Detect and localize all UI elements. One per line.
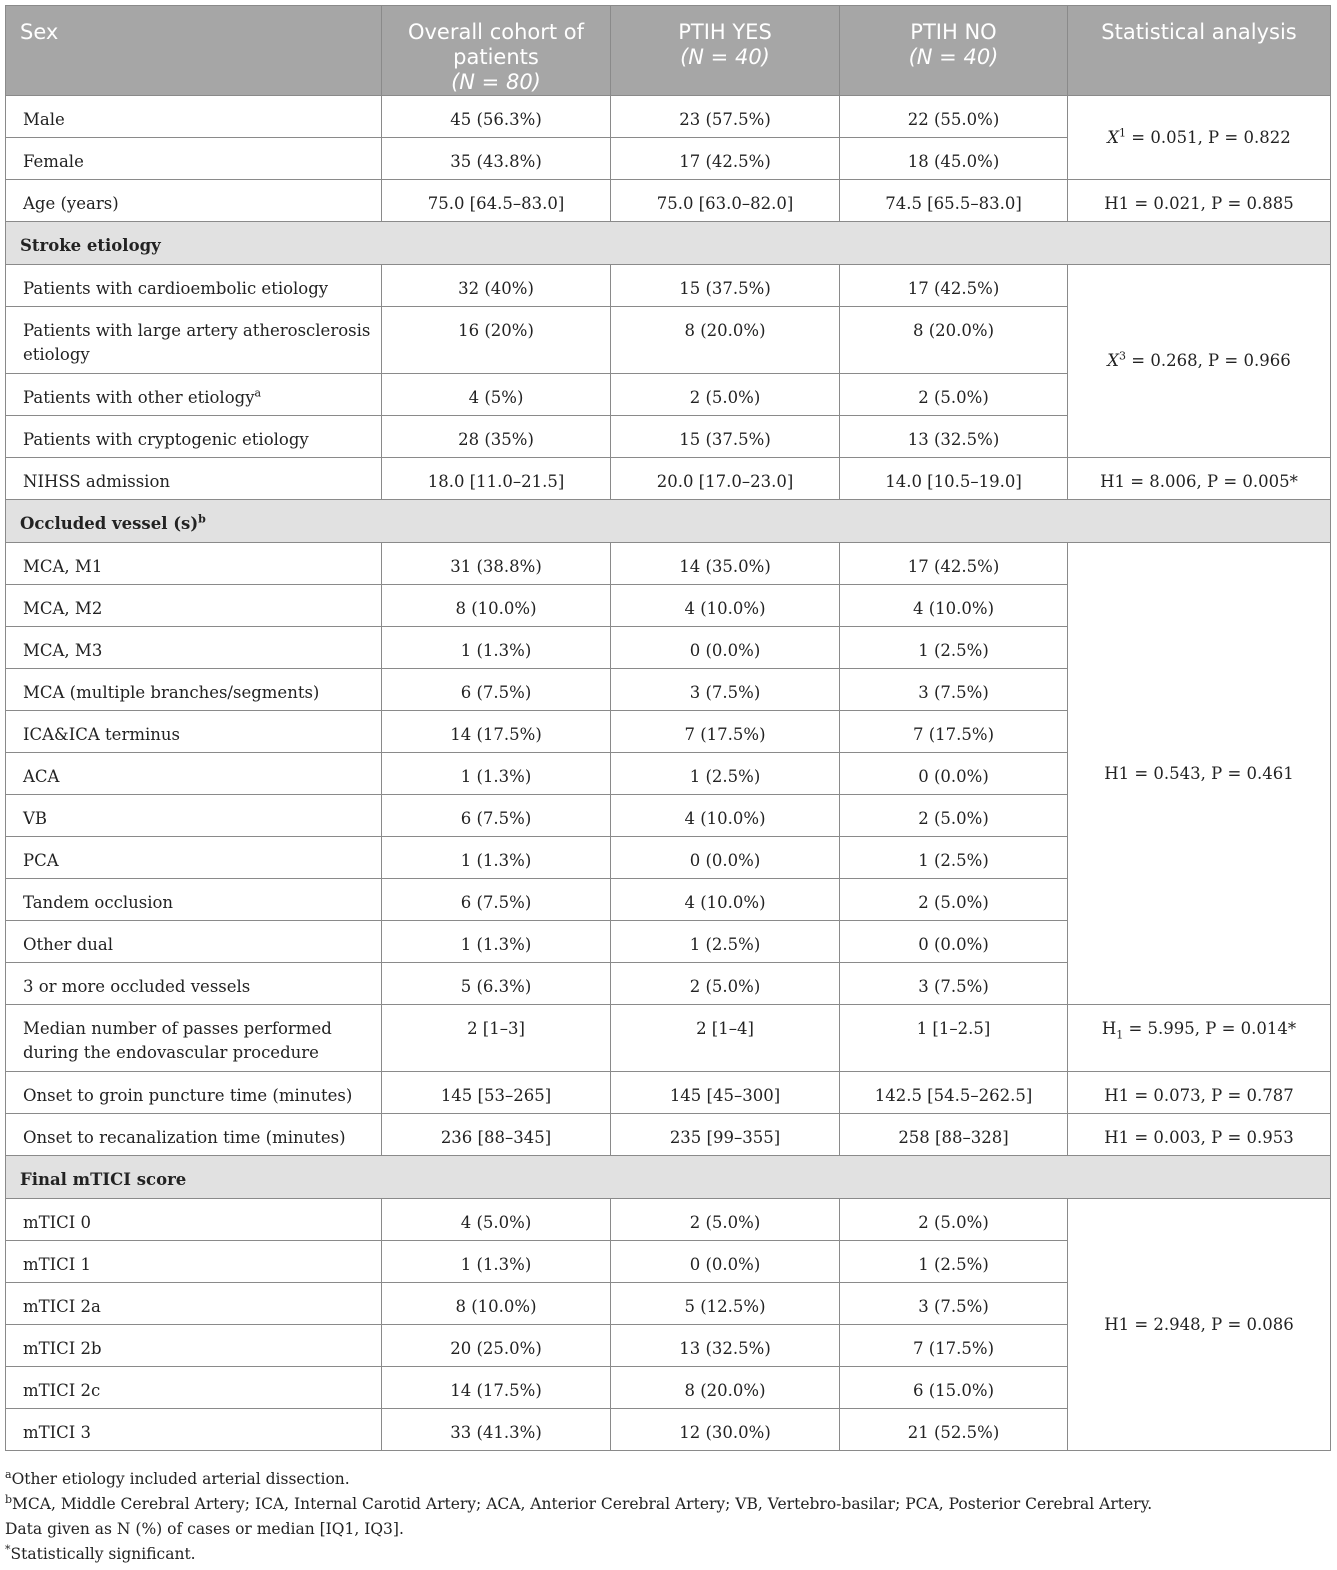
yes-value: 0 (0.0%) (611, 1241, 840, 1283)
passes-statistic (1068, 1005, 1331, 1072)
overall-value: 236 [88–345] (382, 1114, 611, 1156)
table-row (6, 1114, 1331, 1156)
no-value: 2 (5.0%) (840, 1199, 1068, 1241)
row-label: Onset to recanalization time (minutes) (6, 1114, 382, 1156)
no-value: 17 (42.5%) (840, 265, 1068, 307)
table-row (6, 1199, 1331, 1241)
row-label: ACA (6, 753, 382, 795)
no-value: 2 (5.0%) (840, 374, 1068, 416)
yes-value: 14 (35.0%) (611, 543, 840, 585)
section-header-row (6, 500, 1331, 543)
no-value: 22 (55.0%) (840, 96, 1068, 138)
footnote (5, 1517, 1330, 1542)
header-statistical-analysis: Statistical analysis (1068, 6, 1331, 96)
stat-symbol: X (1107, 351, 1120, 370)
section-title-mtici: Final mTICI score (6, 1156, 1331, 1199)
overall-value: 1 (1.3%) (382, 627, 611, 669)
row-label: Age (years) (6, 180, 382, 222)
yes-value: 17 (42.5%) (611, 138, 840, 180)
row-label: mTICI 2c (6, 1367, 382, 1409)
overall-value: 8 (10.0%) (382, 585, 611, 627)
overall-value: 32 (40%) (382, 265, 611, 307)
row-label: 3 or more occluded vessels (6, 963, 382, 1005)
stat-value: = 0.268, P = 0.966 (1126, 351, 1291, 370)
age-statistic: H1 = 0.021, P = 0.885 (1068, 180, 1331, 222)
no-value: 7 (17.5%) (840, 711, 1068, 753)
recan-statistic: H1 = 0.003, P = 0.953 (1068, 1114, 1331, 1156)
yes-value: 7 (17.5%) (611, 711, 840, 753)
header-ptih-no (840, 6, 1068, 96)
row-label: MCA, M2 (6, 585, 382, 627)
no-value: 0 (0.0%) (840, 753, 1068, 795)
footnote-text: Other etiology included arterial dissection. (11, 1470, 350, 1488)
patient-characteristics-table (5, 5, 1331, 1451)
no-value: 17 (42.5%) (840, 543, 1068, 585)
row-label: Patients with other etiology (23, 388, 255, 407)
no-value: 1 (2.5%) (840, 837, 1068, 879)
yes-value: 75.0 [63.0–82.0] (611, 180, 840, 222)
overall-value: 5 (6.3%) (382, 963, 611, 1005)
no-value: 3 (7.5%) (840, 669, 1068, 711)
header-overall-n: (N = 80) (451, 70, 541, 94)
sex-statistic (1068, 96, 1331, 180)
yes-value: 4 (10.0%) (611, 585, 840, 627)
row-label: MCA, M3 (6, 627, 382, 669)
no-value: 8 (20.0%) (840, 307, 1068, 374)
no-value: 7 (17.5%) (840, 1325, 1068, 1367)
yes-value: 2 (5.0%) (611, 963, 840, 1005)
stat-value: = 0.051, P = 0.822 (1126, 127, 1291, 147)
no-value: 1 (2.5%) (840, 627, 1068, 669)
no-value: 18 (45.0%) (840, 138, 1068, 180)
footnote (5, 1542, 1330, 1567)
no-value: 6 (15.0%) (840, 1367, 1068, 1409)
no-value: 142.5 [54.5–262.5] (840, 1072, 1068, 1114)
row-label: PCA (6, 837, 382, 879)
no-value: 14.0 [10.5–19.0] (840, 458, 1068, 500)
row-label: MCA, M1 (6, 543, 382, 585)
yes-value: 2 (5.0%) (611, 1199, 840, 1241)
yes-value: 0 (0.0%) (611, 837, 840, 879)
overall-value: 75.0 [64.5–83.0] (382, 180, 611, 222)
no-value: 13 (32.5%) (840, 416, 1068, 458)
header-yes-label: PTIH YES (678, 20, 772, 44)
footnote-marker: a (254, 386, 262, 400)
yes-value: 2 (5.0%) (611, 374, 840, 416)
yes-value: 13 (32.5%) (611, 1325, 840, 1367)
yes-value: 5 (12.5%) (611, 1283, 840, 1325)
footnote (5, 1467, 1330, 1492)
yes-value: 4 (10.0%) (611, 879, 840, 921)
row-label: Female (6, 138, 382, 180)
row-label: VB (6, 795, 382, 837)
row-label: ICA&ICA terminus (6, 711, 382, 753)
overall-value: 18.0 [11.0–21.5] (382, 458, 611, 500)
row-label: Patients with cryptogenic etiology (6, 416, 382, 458)
section-header-row (6, 222, 1331, 265)
header-overall-label: Overall cohort of patients (407, 20, 585, 69)
etiology-statistic (1068, 265, 1331, 458)
nihss-statistic: H1 = 8.006, P = 0.005* (1068, 458, 1331, 500)
yes-value: 2 [1–4] (611, 1005, 840, 1072)
yes-value: 23 (57.5%) (611, 96, 840, 138)
row-label: Male (6, 96, 382, 138)
yes-value: 8 (20.0%) (611, 1367, 840, 1409)
table-row (6, 180, 1331, 222)
row-label: mTICI 1 (6, 1241, 382, 1283)
header-ptih-yes (611, 6, 840, 96)
overall-value: 2 [1–3] (382, 1005, 611, 1072)
yes-value: 1 (2.5%) (611, 753, 840, 795)
yes-value: 4 (10.0%) (611, 795, 840, 837)
stat-symbol: H (1101, 1019, 1117, 1038)
header-yes-n: (N = 40) (680, 45, 770, 69)
footnote-marker: b (198, 512, 206, 526)
header-no-label: PTIH NO (910, 20, 997, 44)
no-value: 4 (10.0%) (840, 585, 1068, 627)
no-value: 74.5 [65.5–83.0] (840, 180, 1068, 222)
overall-value: 8 (10.0%) (382, 1283, 611, 1325)
yes-value: 15 (37.5%) (611, 265, 840, 307)
section-title-text: Occluded vessel (s) (20, 514, 199, 533)
footnote (5, 1492, 1330, 1517)
overall-value: 6 (7.5%) (382, 669, 611, 711)
overall-value: 6 (7.5%) (382, 879, 611, 921)
vessels-statistic: H1 = 0.543, P = 0.461 (1068, 543, 1331, 1005)
no-value: 3 (7.5%) (840, 1283, 1068, 1325)
table-row (6, 1072, 1331, 1114)
overall-value: 14 (17.5%) (382, 711, 611, 753)
overall-value: 1 (1.3%) (382, 1241, 611, 1283)
table-row (6, 458, 1331, 500)
overall-value: 33 (41.3%) (382, 1409, 611, 1451)
row-label: mTICI 2a (6, 1283, 382, 1325)
overall-value: 16 (20%) (382, 307, 611, 374)
stat-subscript: 1 (1116, 1028, 1124, 1042)
row-label: Patients with large artery atherosclerosis etiology (6, 307, 382, 374)
footnote-text: Data given as N (%) of cases or median [IQ1, IQ3]. (5, 1520, 404, 1538)
overall-value: 4 (5.0%) (382, 1199, 611, 1241)
no-value: 1 [1–2.5] (840, 1005, 1068, 1072)
table-header (6, 6, 1331, 96)
footnote-text: MCA, Middle Cerebral Artery; ICA, Internal Carotid Artery; ACA, Anterior Cerebral Artery; VB, Vertebro-basilar; PCA, Posterior Cerebral Artery. (12, 1495, 1153, 1513)
yes-value: 1 (2.5%) (611, 921, 840, 963)
overall-value: 35 (43.8%) (382, 138, 611, 180)
table-row (6, 265, 1331, 307)
overall-value: 31 (38.8%) (382, 543, 611, 585)
section-title-etiology: Stroke etiology (6, 222, 1331, 265)
table-row (6, 543, 1331, 585)
mtici-statistic: H1 = 2.948, P = 0.086 (1068, 1199, 1331, 1451)
table-body (6, 96, 1331, 1451)
footnote-marker: b (5, 1492, 13, 1506)
no-value: 0 (0.0%) (840, 921, 1068, 963)
overall-value: 1 (1.3%) (382, 921, 611, 963)
no-value: 2 (5.0%) (840, 795, 1068, 837)
overall-value: 145 [53–265] (382, 1072, 611, 1114)
overall-value: 4 (5%) (382, 374, 611, 416)
yes-value: 0 (0.0%) (611, 627, 840, 669)
yes-value: 20.0 [17.0–23.0] (611, 458, 840, 500)
yes-value: 15 (37.5%) (611, 416, 840, 458)
stat-symbol: X (1107, 127, 1120, 147)
row-label-with-footnote (6, 374, 382, 416)
yes-value: 235 [99–355] (611, 1114, 840, 1156)
yes-value: 145 [45–300] (611, 1072, 840, 1114)
row-label: Patients with cardioembolic etiology (6, 265, 382, 307)
header-sex: Sex (6, 6, 382, 96)
yes-value: 8 (20.0%) (611, 307, 840, 374)
table-row (6, 96, 1331, 138)
footnote-marker: a (5, 1467, 12, 1481)
row-label: mTICI 3 (6, 1409, 382, 1451)
header-row (6, 6, 1331, 96)
no-value: 1 (2.5%) (840, 1241, 1068, 1283)
row-label: Median number of passes performed during the endovascular procedure (6, 1005, 382, 1072)
row-label: NIHSS admission (6, 458, 382, 500)
row-label: Tandem occlusion (6, 879, 382, 921)
header-overall (382, 6, 611, 96)
no-value: 21 (52.5%) (840, 1409, 1068, 1451)
overall-value: 28 (35%) (382, 416, 611, 458)
row-label: Onset to groin puncture time (minutes) (6, 1072, 382, 1114)
table-row (6, 1005, 1331, 1072)
header-no-n: (N = 40) (908, 45, 999, 69)
no-value: 2 (5.0%) (840, 879, 1068, 921)
no-value: 3 (7.5%) (840, 963, 1068, 1005)
overall-value: 6 (7.5%) (382, 795, 611, 837)
no-value: 258 [88–328] (840, 1114, 1068, 1156)
yes-value: 3 (7.5%) (611, 669, 840, 711)
stat-superscript: 1 (1119, 126, 1127, 139)
footnote-marker: * (5, 1542, 11, 1556)
stat-superscript: 3 (1119, 349, 1127, 363)
row-label: mTICI 2b (6, 1325, 382, 1367)
section-title-vessels (6, 500, 1331, 543)
row-label: mTICI 0 (6, 1199, 382, 1241)
table-footnotes (5, 1467, 1330, 1567)
overall-value: 1 (1.3%) (382, 837, 611, 879)
yes-value: 12 (30.0%) (611, 1409, 840, 1451)
row-label: MCA (multiple branches/segments) (6, 669, 382, 711)
stat-value: = 5.995, P = 0.014* (1123, 1019, 1297, 1038)
row-label: Other dual (6, 921, 382, 963)
section-header-row (6, 1156, 1331, 1199)
overall-value: 45 (56.3%) (382, 96, 611, 138)
overall-value: 20 (25.0%) (382, 1325, 611, 1367)
footnote-text: Statistically significant. (10, 1545, 196, 1563)
groin-statistic: H1 = 0.073, P = 0.787 (1068, 1072, 1331, 1114)
overall-value: 1 (1.3%) (382, 753, 611, 795)
overall-value: 14 (17.5%) (382, 1367, 611, 1409)
